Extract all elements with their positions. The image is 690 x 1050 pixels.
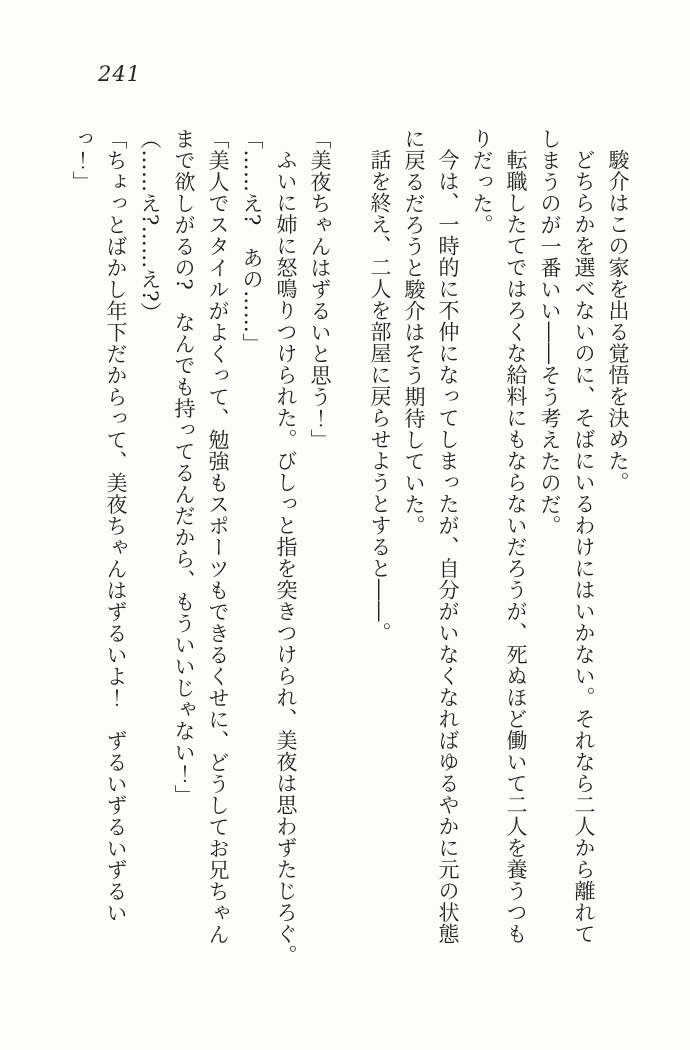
text-line: まで欲しがるの? なんでも持ってるんだから、もういいじゃない！」	[172, 128, 196, 807]
text-line: どちらかを選べないのに、そばにいるわけにはいかない。それなら二人から離れて	[572, 149, 596, 945]
text-line: 「美人でスタイルがよくって、勉強もスポーツもできるくせに、どうしてお兄ちゃん	[206, 128, 230, 945]
text-line: 「……え? あの……」	[240, 128, 264, 355]
text-line: 「美夜ちゃんはずるいと思う！」	[308, 128, 332, 451]
text-line: 「ちょっとばかし年下だからって、美夜ちゃんはずるいよ！ ずるいずるいずるい	[104, 128, 128, 924]
text-line: りだった。	[470, 128, 494, 236]
text-line: 駿介はこの家を出る覚悟を決めた。	[606, 149, 630, 493]
text-area	[65, 128, 635, 966]
text-line: に戻るだろうと駿介はそう期待していた。	[402, 128, 426, 537]
text-line: 転職したてではろくな給料にもならないだろうが、死ぬほど働いて二人を養うつも	[504, 149, 528, 945]
text-line: しまうのが一番いい――そう考えたのだ。	[538, 128, 562, 537]
text-line: ふいに姉に怒鳴りつけられた。びしっと指を突きつけられ、美夜は思わずたじろぐ。	[274, 149, 298, 966]
text-line: 話を終え、二人を部屋に戻らせようとすると――。	[368, 149, 392, 644]
text-line: （……え?……え?）	[138, 128, 162, 324]
text-line: っ！」	[70, 128, 94, 193]
page-number: 241	[98, 62, 142, 86]
text-line: 今は、一時的に不仲になってしまったが、自分がいなくなればゆるやかに元の状態	[436, 149, 460, 945]
